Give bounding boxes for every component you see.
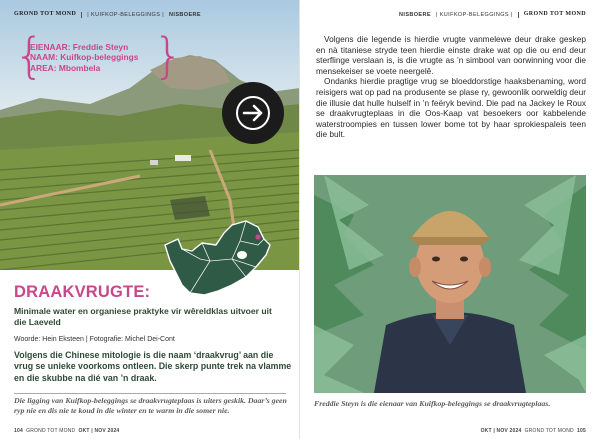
photo-caption-left: Die ligging van Kuifkop-beleggings se draakvrugteplaas is uiters geskik. Daar’s geen ryp nie en dis nie te koud in die winter en te warm in die somer nie. [14, 396, 287, 415]
folio-magazine-right: GROND TOT MOND [524, 428, 574, 434]
next-arrow-button[interactable] [222, 82, 284, 144]
page-number-left: 104 [14, 428, 23, 434]
farm-name-line: NAAM: Kuifkop-beleggings [30, 52, 139, 63]
header-section-right: NISBOERE [399, 12, 431, 18]
article-body [316, 34, 586, 140]
magazine-logo: GROND TOT MOND [14, 12, 82, 18]
photo-caption-right: Freddie Steyn is die eienaar van Kuifkop-beleggings se draakvrugteplaas. [314, 399, 551, 408]
brace-left-icon: { [14, 28, 45, 84]
farm-info-box [14, 28, 184, 84]
header-tags: | KUIFKOP-BELEGGINGS | [87, 12, 165, 18]
page-number-right: 105 [577, 428, 586, 434]
portrait-photo-farmer [314, 175, 586, 393]
article-title: DRAAKVRUGTE: [14, 283, 151, 301]
article-lede: Volgens die Chinese mitologie is die naam ‘draakvrug’ aan die vrug se unieke voorkoms ontleen. Die skerp punte trek na vlamme en die skubbe na dié van ’n draak. [14, 350, 292, 383]
magazine-logo-right: GROND TOT MOND [518, 12, 586, 18]
folio-magazine-left: GROND TOT MOND [26, 428, 76, 434]
folio-left [14, 428, 119, 434]
area-line: AREA: Mbombela [30, 62, 101, 73]
body-paragraph: Ondanks hierdie pragtige vrug se bloeddorstige haaksbenaming, word reisigers wat op pad na produsente se plase ry, gewoonlik oorweldig deur die illusie dat hulle hulself in ’n feëryk bevind. Die pad na Jackey le Roux se draakvrugteplaas in die Oos-Kaap vat besoekers oor kabbelende waterstroompies en tussen lower bome tot by haar sprokiespaleis teen die bult. [316, 76, 586, 140]
right-header [399, 12, 586, 18]
right-page [300, 0, 600, 439]
header-tags-right: | KUIFKOP-BELEGGINGS | [435, 12, 513, 18]
divider [14, 393, 286, 394]
south-africa-map-icon [160, 215, 276, 303]
left-header [14, 12, 201, 18]
arrow-right-icon [235, 95, 271, 131]
header-section: NISBOERE [169, 12, 201, 18]
folio-right [481, 428, 586, 434]
article-credits: Woorde: Hein Eksteen | Fotografie: Michel Dei-Cont [14, 336, 175, 343]
owner-line: EIENAAR: Freddie Steyn [30, 42, 129, 52]
body-paragraph: Volgens die legende is hierdie vrugte vanmelewe deur drake geskep en nà titaniese stryde teen hierdie einste drake wat op die ou end deur sterflinge verslaan is, is die vrugte as ’n simbool van oorwinning voor die mensekeiser se voete neergelê. [316, 34, 586, 76]
brace-right-icon: } [153, 28, 184, 84]
folio-issue-right: OKT | NOV 2024 [480, 428, 522, 434]
article-subtitle: Minimale water en organiese praktyke vir wêreldklas uitvoer uit die Laeveld [14, 306, 272, 327]
folio-issue-left: OKT | NOV 2024 [78, 428, 120, 434]
farmer-portrait-illustration [314, 175, 586, 393]
